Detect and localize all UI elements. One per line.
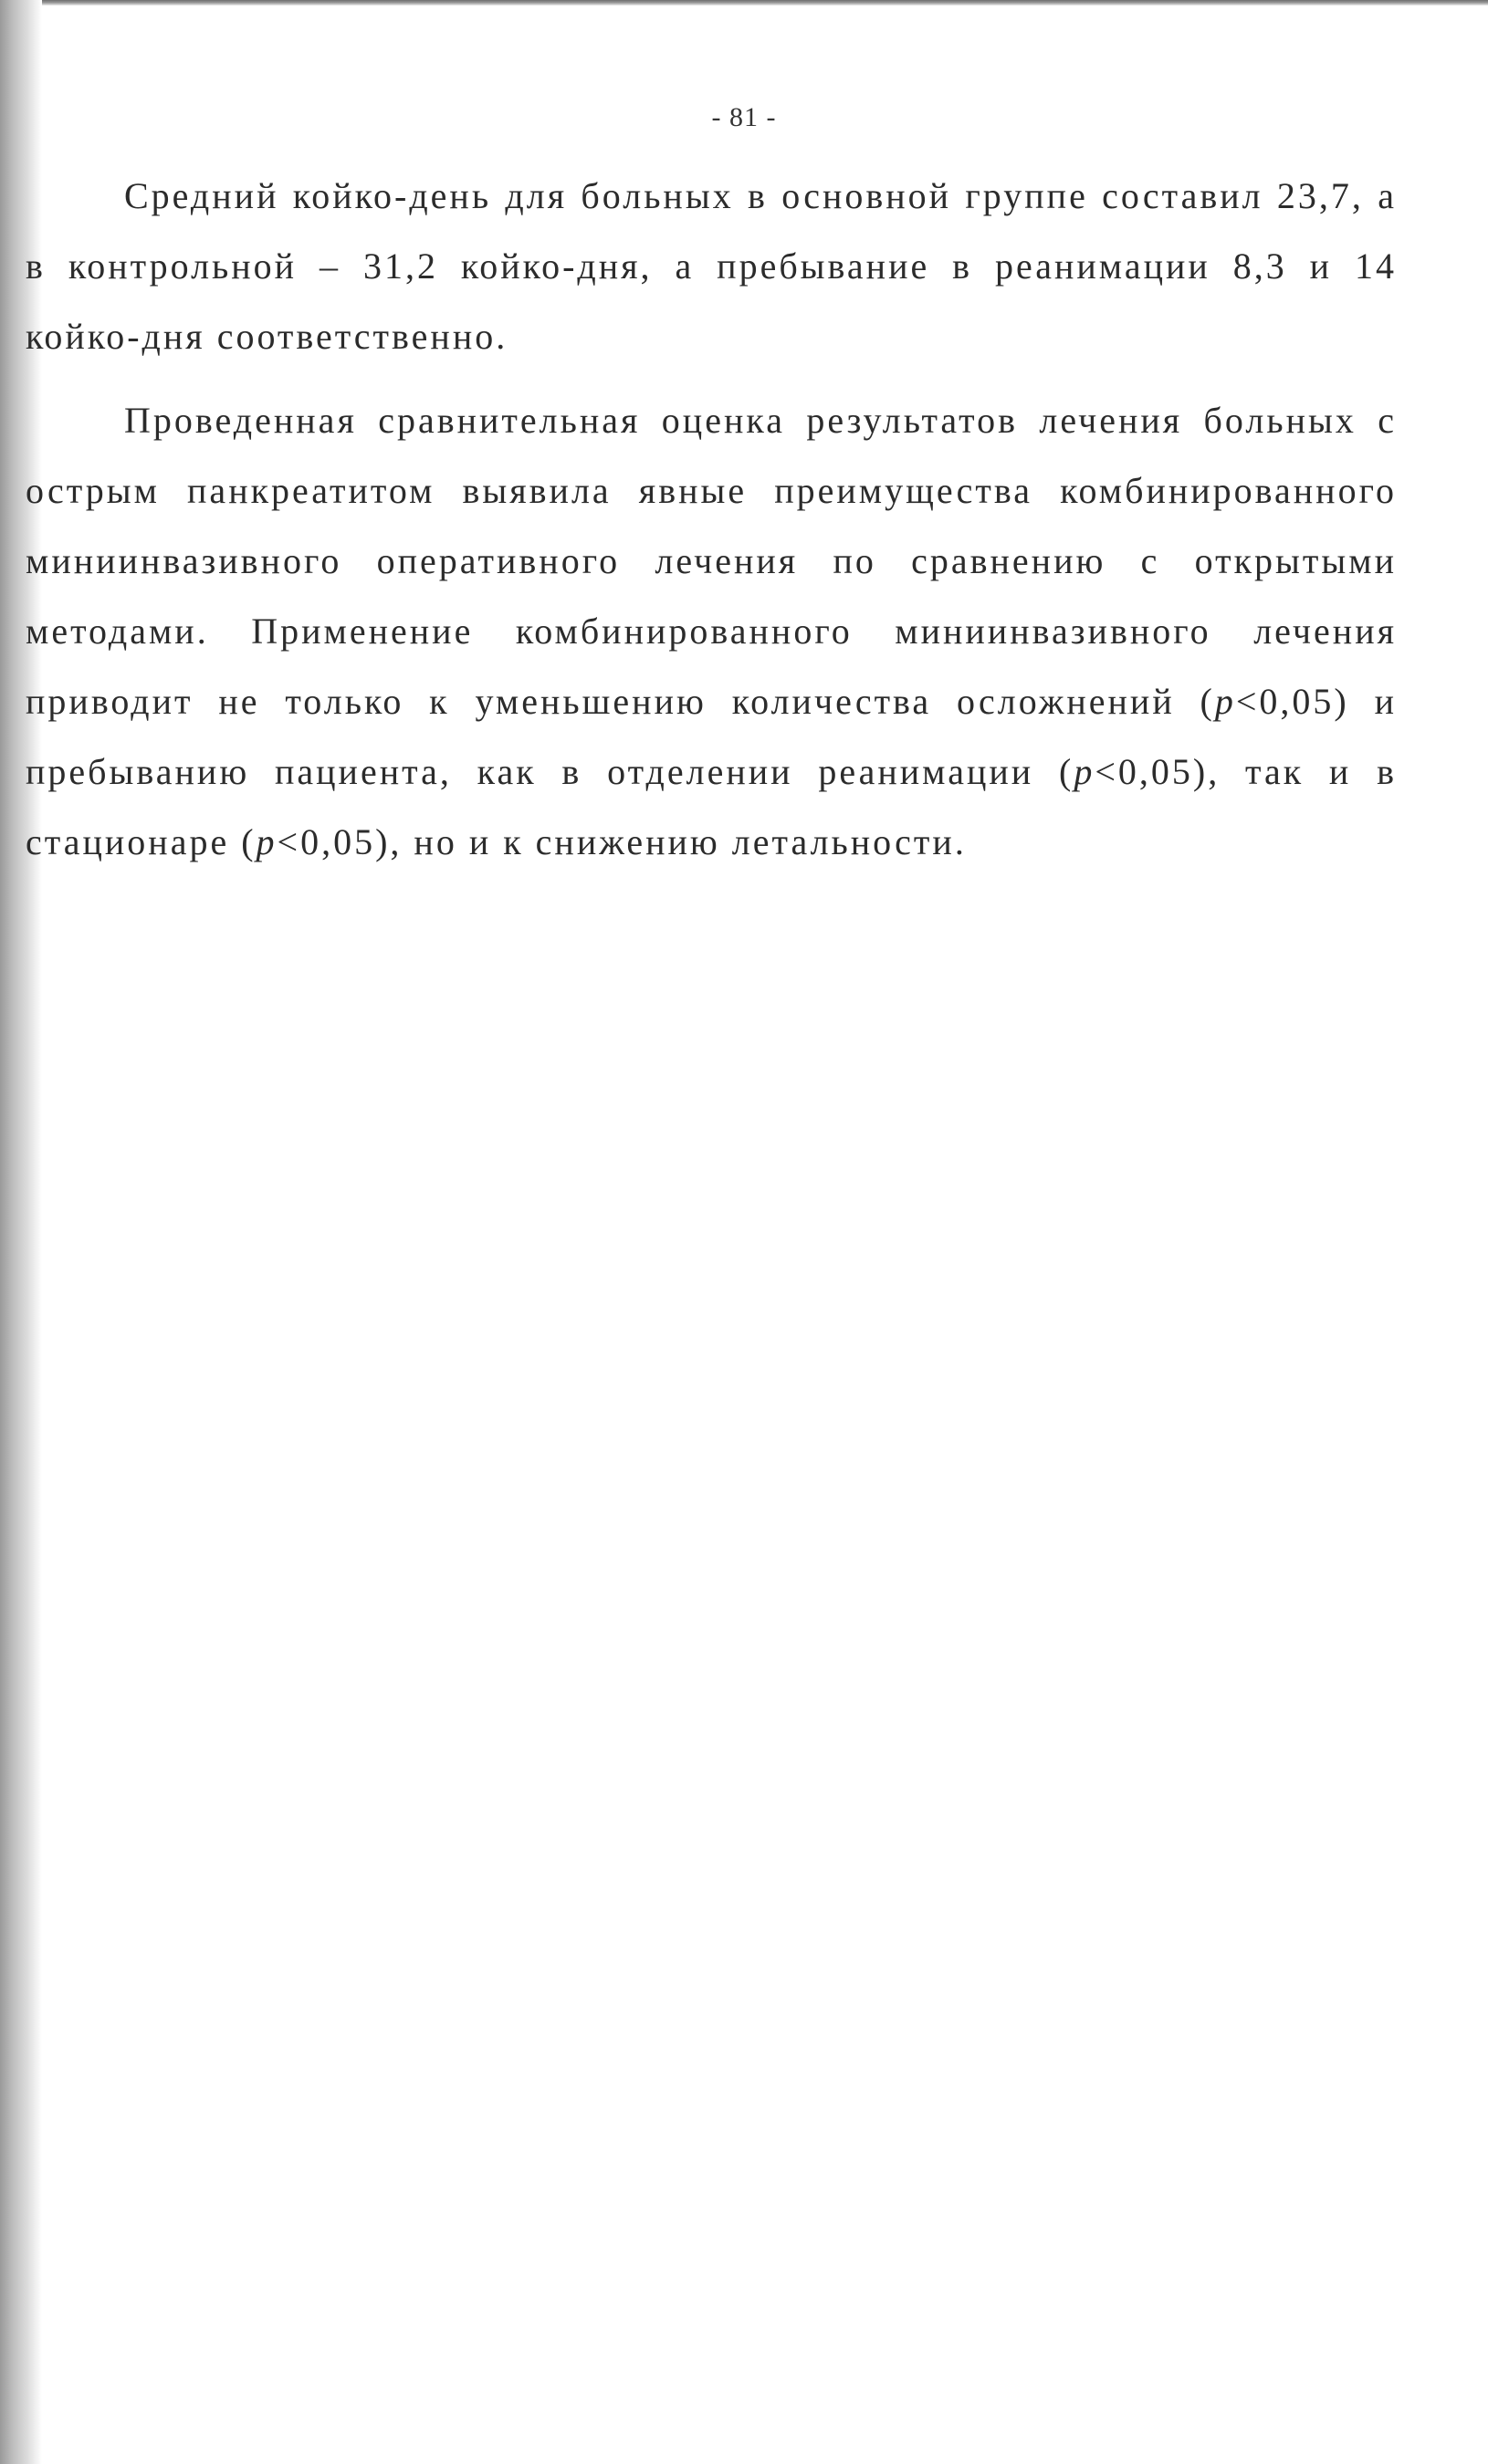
conclusion-text-2: <0,05) и пребыванию пациента, как в отделении реанимации (	[26, 681, 1397, 792]
document-body	[26, 161, 1397, 877]
conclusion-text-4: <0,05), но и к снижению летальности.	[277, 821, 967, 862]
p-value-symbol: p	[1074, 751, 1095, 792]
conclusion-text-3: <0,05), так и в стационаре (	[26, 751, 1398, 862]
conclusion-text-1: Проведенная сравнительная оценка результатов лечения больных с острым панкреатитом выявила явные преимущества комбинированного миниинвазивного оперативного лечения по сравнению с открытыми методами. Применение комбинированного миниинвазивного лечения приводит не только к уменьшению количества осложнений (	[26, 400, 1397, 722]
p-value-symbol: p	[256, 821, 278, 862]
page-number: - 81 -	[711, 102, 777, 132]
paragraph-bed-days: Средний койко-день для больных в основной группе составил 23,7, а в контрольной – 31,2 койко-дня, а пребывание в реанимации 8,3 и 14 койко-дня соответственно.	[26, 175, 1397, 357]
paragraph-conclusion	[26, 385, 1397, 877]
page-top-edge	[0, 0, 1488, 5]
p-value-symbol: p	[1214, 681, 1236, 722]
